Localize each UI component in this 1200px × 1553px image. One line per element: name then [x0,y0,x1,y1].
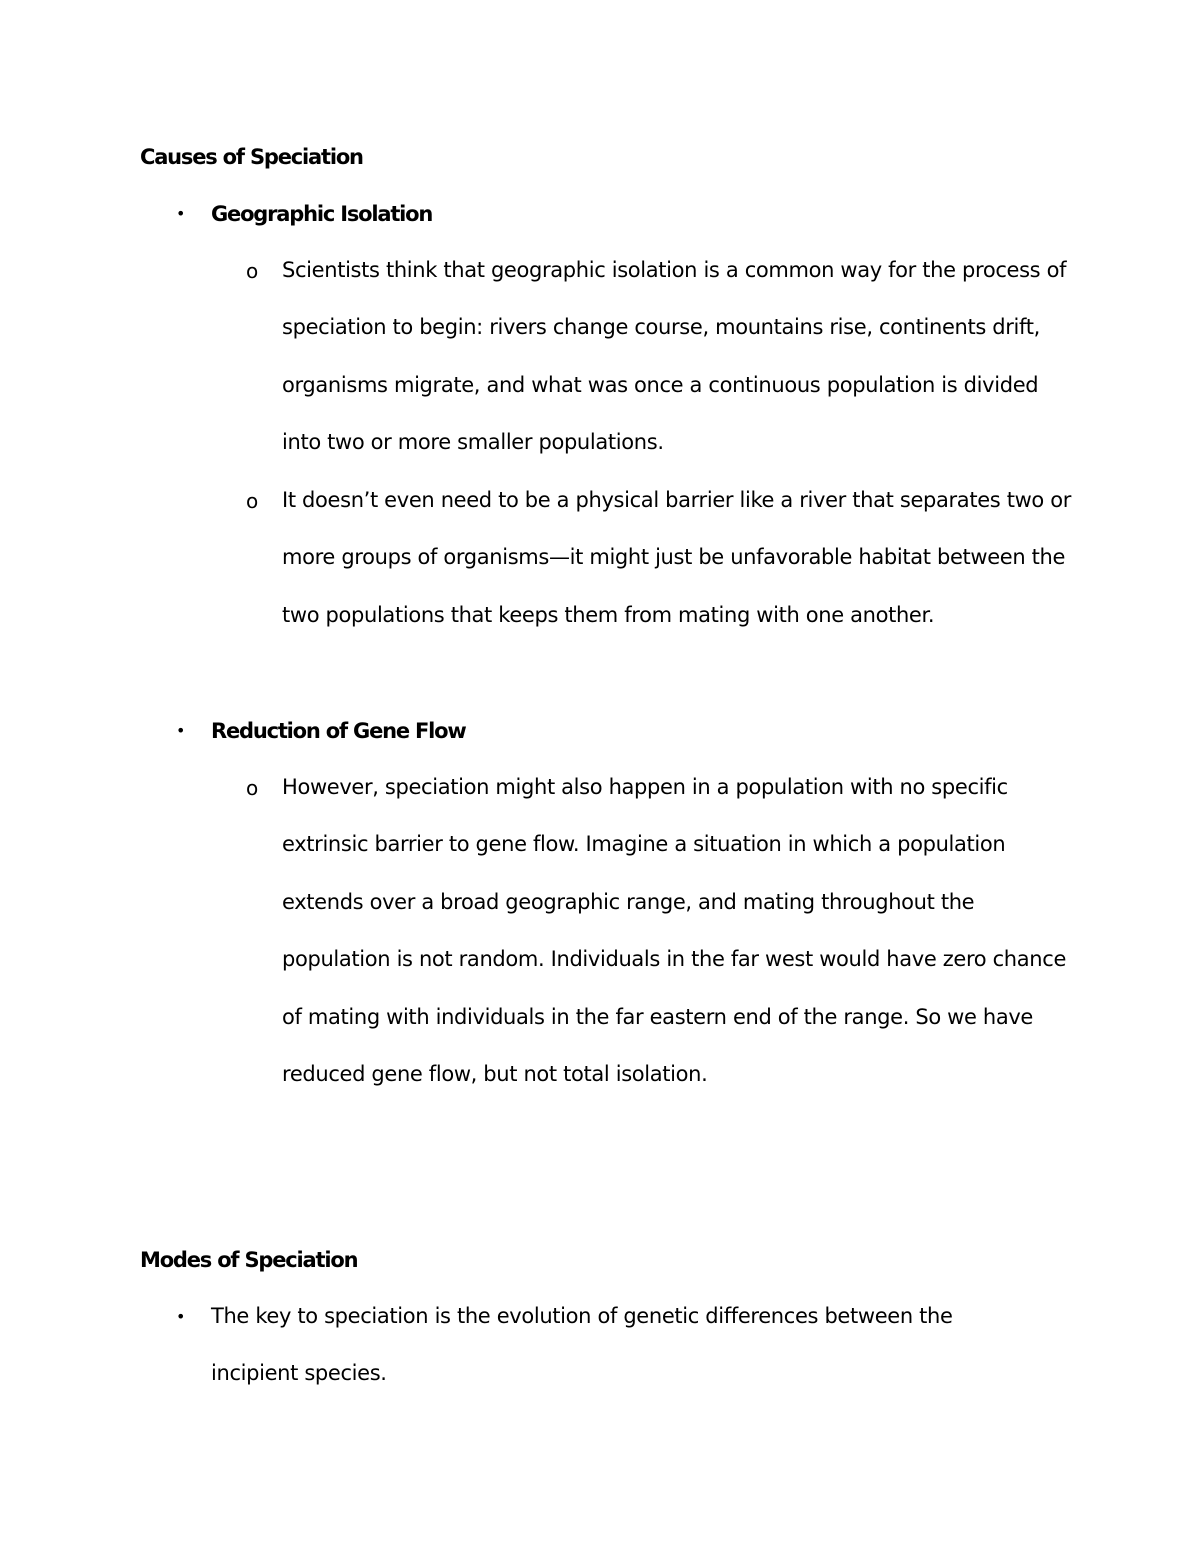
paragraph-modes-1: The key to speciation is the evolution of genetic differences between the incipient species. [211,1304,953,1386]
subheading-geographic-isolation: Geographic Isolation [211,202,433,226]
paragraph-geographic-isolation-2: It doesn’t even need to be a physical barrier like a river that separates two or more groups of organisms—it might just be unfavorable habitat between the two populations that keeps them from mating with one another. [282,488,1072,627]
sub-bullet-marker: o [246,259,259,283]
bullet-marker: • [176,1307,186,1326]
bullet-marker: • [176,204,186,223]
subheading-reduction-of-gene-flow: Reduction of Gene Flow [211,719,466,743]
section-heading-modes: Modes of Speciation [140,1248,358,1272]
section-heading-causes: Causes of Speciation [140,145,363,169]
sub-bullet-marker: o [246,776,259,800]
sub-bullet-marker: o [246,489,259,513]
paragraph-geographic-isolation-1: Scientists think that geographic isolation is a common way for the process of speciation to begin: rivers change course, mountains rise, continents drift, organisms migrate, and what was once a continuous population is divided into two or more smaller populations. [282,258,1067,455]
paragraph-gene-flow-1: However, speciation might also happen in a population with no specific extrinsic barrier to gene flow. Imagine a situation in which a population extends over a broad geographic range, and mating throughout the population is not random. Individuals in the far west would have zero chance of mating with individuals in the far eastern end of the range. So we have reduced gene flow, but not total isolation. [282,775,1067,1087]
bullet-marker: • [176,721,186,740]
